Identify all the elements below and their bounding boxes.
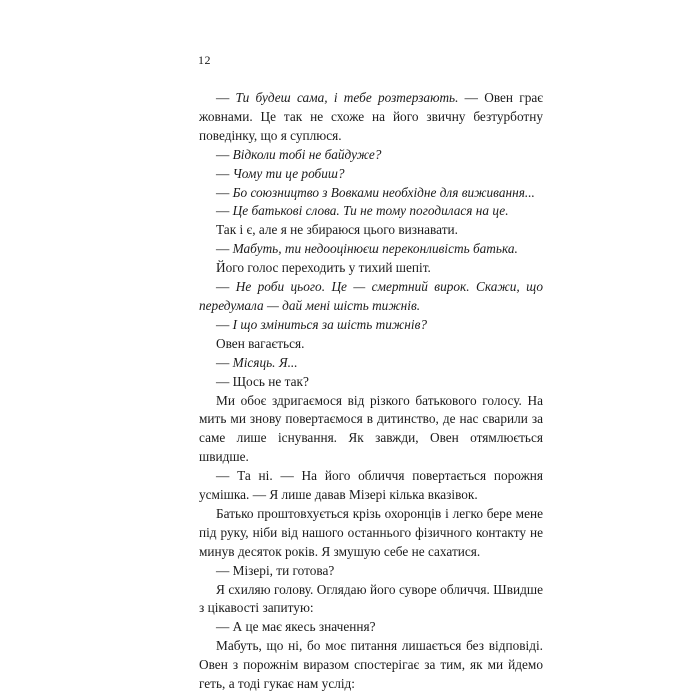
paragraph: Його голос переходить у тихий шепіт. bbox=[216, 260, 431, 276]
paragraph: — Та ні. — На його обличчя повертається порожня усмішка. — Я лише давав Мізері кілька вказівок. bbox=[199, 468, 543, 503]
paragraph: Я схиляю голову. Оглядаю його суворе обличчя. Швидше з цікавості запитую: bbox=[199, 581, 543, 616]
paragraph: — І що зміниться за шість тижнів? bbox=[216, 316, 427, 332]
paragraph: Ми обоє здригаємося від різкого батькового голосу. На мить ми знову повертаємося в дитинство, де нас сварили за саме лише існування. Як завжди, Овен отямлюється швидше. bbox=[199, 392, 543, 465]
paragraph: — Ти будеш сама, і тебе розтерзають. — Овен грає жовнами. Це так не схоже на його звичну безтурботну поведінку, що я суплюся. bbox=[199, 90, 543, 143]
paragraph: — Мабуть, ти недооцінюєш переконливість батька. bbox=[216, 241, 518, 257]
paragraph: Батько проштовхується крізь охоронців і легко бере мене під руку, ніби від нашого останнього фізичного контакту не минув десяток років. Я змушую себе не сахатися. bbox=[199, 505, 543, 559]
paragraph: Мабуть, що ні, бо моє питання лишається без відповіді. Овен з порожнім виразом спостерігає за тим, як ми йдемо геть, а тоді гукає нам услід: bbox=[199, 638, 543, 692]
paragraph: Так і є, але я не збираюся цього визнавати. bbox=[216, 222, 458, 238]
paragraph: — Чому ти це робиш? bbox=[216, 165, 345, 181]
paragraph: — Щось не так? bbox=[216, 373, 309, 389]
paragraph: Овен вагається. bbox=[216, 335, 305, 351]
page-number: 12 bbox=[198, 53, 211, 67]
paragraph: — Бо союзництво з Вовками необхідне для виживання... bbox=[216, 184, 535, 200]
paragraph: — Це батькові слова. Ти не тому погодилася на це. bbox=[216, 203, 509, 219]
paragraph: — Мізері, ти готова? bbox=[216, 562, 335, 578]
paragraph: — Відколи тобі не байдуже? bbox=[216, 146, 382, 162]
body-text bbox=[199, 89, 543, 694]
paragraph: — Місяць. Я... bbox=[216, 354, 298, 370]
paragraph: — Не роби цього. Це — смертний вирок. Скажи, що передумала — дай мені шість тижнів. bbox=[199, 279, 543, 313]
paragraph: — А це має якесь значення? bbox=[216, 619, 376, 635]
